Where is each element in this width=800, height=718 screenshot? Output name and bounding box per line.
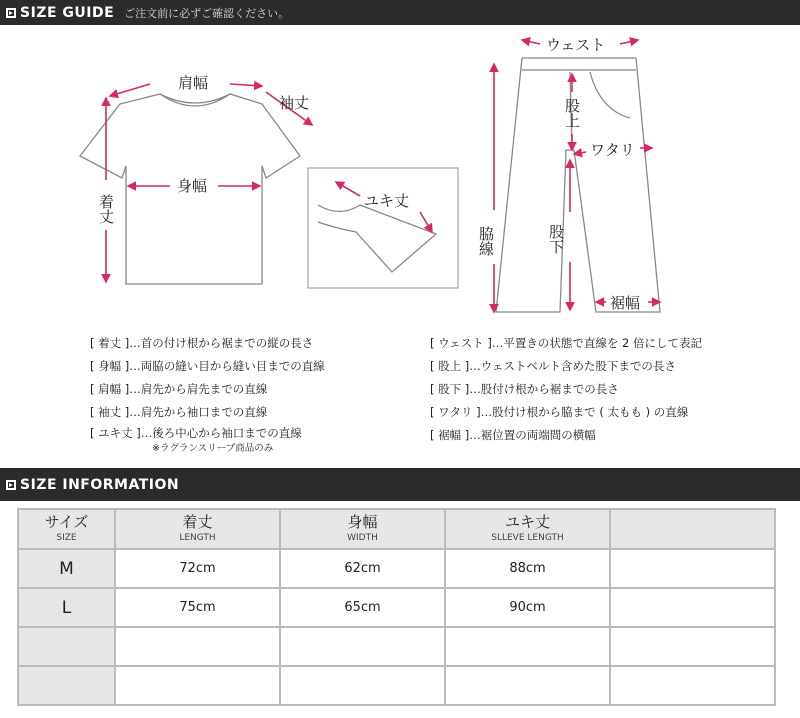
- pants-outline: [496, 58, 660, 312]
- cell-width: [280, 666, 445, 705]
- arrow-box-icon: [6, 480, 16, 490]
- label-inseam: 股下: [547, 224, 565, 254]
- size-table: [17, 508, 776, 706]
- table-row: [18, 627, 775, 666]
- cell-width: 65cm: [280, 588, 445, 627]
- table-row: [18, 666, 775, 705]
- size-diagram: [0, 25, 800, 325]
- waist-arrow: [620, 40, 638, 44]
- label-shoulder: 肩幅: [178, 74, 209, 92]
- description-item: [ 袖丈 ]…肩先から袖口までの直線: [90, 405, 268, 419]
- description-item: [ 肩幅 ]…肩先から肩先までの直線: [90, 382, 268, 396]
- cell-sleeve: [445, 666, 610, 705]
- cell-sleeve: [445, 627, 610, 666]
- header-width: 身幅 WIDTH: [280, 509, 445, 549]
- cell-length: 72cm: [115, 549, 280, 588]
- table-row: [18, 588, 775, 627]
- cell-extra: [610, 666, 775, 705]
- label-hem: 裾幅: [610, 294, 641, 312]
- shoulder-arrow: [110, 84, 150, 96]
- description-item: [ ウェスト ]…平置きの状態で直線を 2 倍にして表記: [430, 336, 702, 350]
- cell-extra: [610, 588, 775, 627]
- waist-arrow: [522, 40, 540, 44]
- descriptions-right: [430, 332, 702, 447]
- header-size: サイズ SIZE: [18, 509, 115, 549]
- description-item: [ ワタリ ]…股付け根から脇まで ( 太もも ) の直線: [430, 405, 689, 419]
- cell-length: [115, 666, 280, 705]
- descriptions-left: [90, 332, 325, 455]
- cell-width: [280, 627, 445, 666]
- header-length: 着丈 LENGTH: [115, 509, 280, 549]
- description-item: [ 身幅 ]…両脇の縫い目から縫い目までの直線: [90, 359, 325, 373]
- cell-width: 62cm: [280, 549, 445, 588]
- size-information-title: SIZE INFORMATION: [20, 476, 180, 493]
- header-sleeve-length: ユキ丈 SLLEVE LENGTH: [445, 509, 610, 549]
- cell-sleeve: 88cm: [445, 549, 610, 588]
- label-thigh: ワタリ: [590, 141, 635, 159]
- label-waist: ウェスト: [546, 36, 606, 54]
- size-guide-header: [0, 0, 800, 25]
- row-size: [18, 666, 115, 705]
- label-yuki: ユキ丈: [364, 192, 410, 210]
- description-item: [ 股上 ]…ウェストベルト含めた股下までの長さ: [430, 359, 676, 373]
- row-size: [18, 627, 115, 666]
- description-item: [ 裾幅 ]…裾位置の両端間の横幅: [430, 428, 596, 442]
- raglan-note: ※ラグランスリーブ商品のみ: [152, 443, 274, 454]
- size-information-header: [0, 468, 800, 501]
- cell-length: 75cm: [115, 588, 280, 627]
- row-size: M: [18, 549, 115, 588]
- label-body-width: 身幅: [177, 177, 208, 195]
- cell-extra: [610, 549, 775, 588]
- cell-length: [115, 627, 280, 666]
- label-side: 脇線: [477, 226, 495, 256]
- size-guide-note: ご注文前に必ずご確認ください。: [124, 6, 290, 20]
- cell-sleeve: 90cm: [445, 588, 610, 627]
- cell-extra: [610, 627, 775, 666]
- label-rise: 股上: [563, 98, 581, 128]
- table-row: [18, 549, 775, 588]
- header-empty: [610, 509, 775, 549]
- label-length: 着丈: [97, 194, 115, 224]
- description-item: [ 着丈 ]…首の付け根から裾までの縦の長さ: [90, 336, 314, 350]
- size-guide-title: SIZE GUIDE: [20, 4, 115, 21]
- table-header-row: [18, 509, 775, 549]
- raglan-inset-frame: [308, 168, 458, 288]
- arrow-box-icon: [6, 8, 16, 18]
- label-sleeve: 袖丈: [279, 94, 310, 112]
- shoulder-arrow: [230, 84, 262, 86]
- description-item: [ 股下 ]…股付け根から裾までの長さ: [430, 382, 619, 396]
- description-item: [ ユキ丈 ]…後ろ中心から袖口までの直線: [90, 426, 302, 440]
- row-size: L: [18, 588, 115, 627]
